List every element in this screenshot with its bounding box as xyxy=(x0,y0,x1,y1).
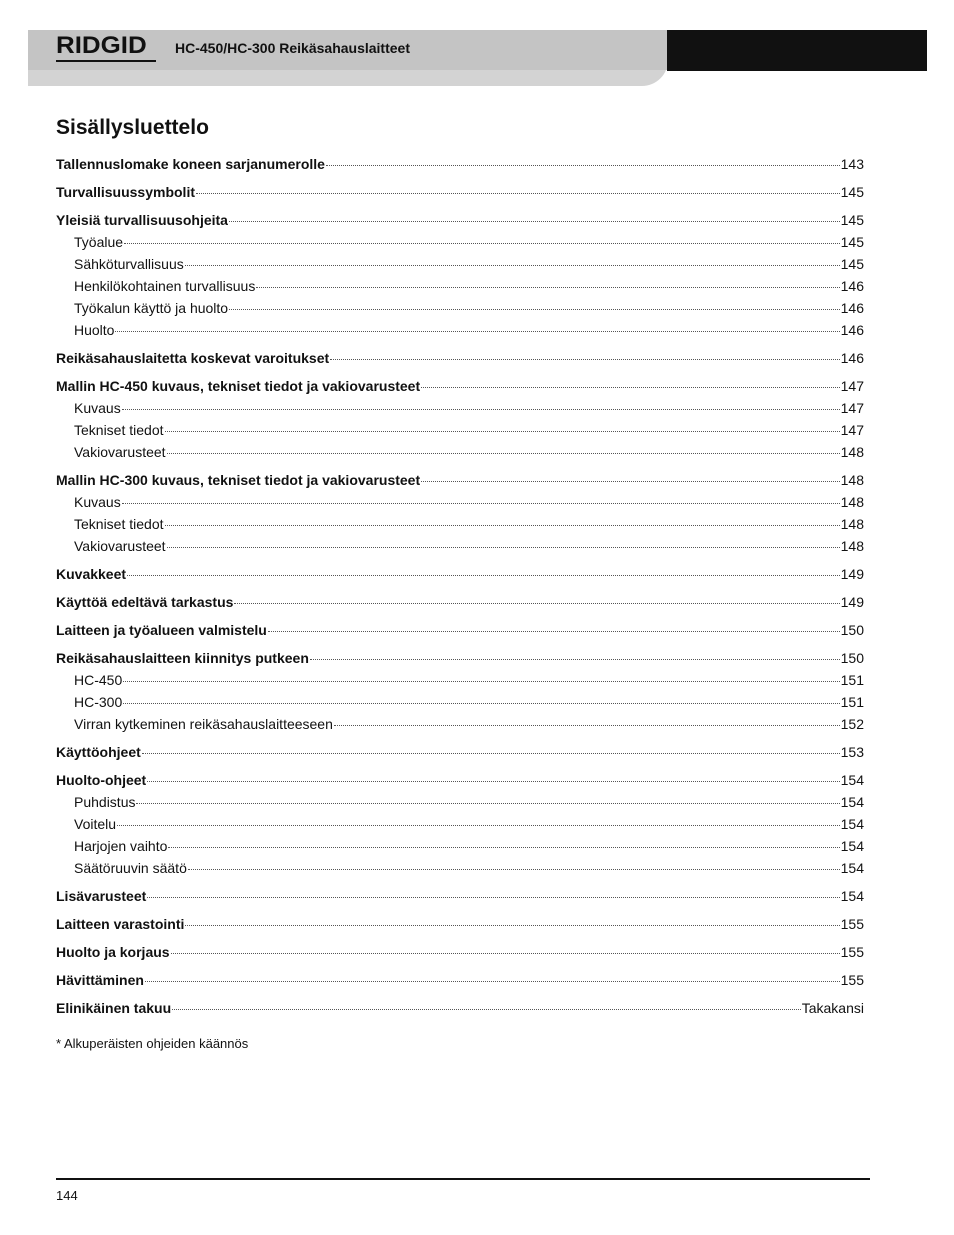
toc-leader-dots xyxy=(421,481,840,482)
page-number: 144 xyxy=(56,1188,78,1203)
toc-entry-page: 149 xyxy=(840,594,864,610)
toc-entry-label: Harjojen vaihto xyxy=(74,838,168,854)
toc-entry-page: 146 xyxy=(840,278,864,294)
toc-entry-page: 150 xyxy=(840,622,864,638)
toc-entry[interactable] xyxy=(56,913,864,935)
header-black-bar xyxy=(667,30,927,71)
footer-divider xyxy=(56,1178,870,1180)
toc-entry[interactable] xyxy=(56,419,864,441)
toc-entry-label: Mallin HC-300 kuvaus, tekniset tiedot ja vakiovarusteet xyxy=(56,472,421,488)
toc-entry-page: 147 xyxy=(840,378,864,394)
toc-leader-dots xyxy=(123,703,839,704)
toc-entry[interactable] xyxy=(56,741,864,763)
toc-leader-dots xyxy=(172,1009,801,1010)
toc-leader-dots xyxy=(421,387,840,388)
toc-entry-page: 154 xyxy=(840,888,864,904)
toc-entry[interactable] xyxy=(56,397,864,419)
toc-leader-dots xyxy=(229,221,840,222)
toc-leader-dots xyxy=(334,725,840,726)
toc-leader-dots xyxy=(127,575,840,576)
toc-entry[interactable] xyxy=(56,297,864,319)
toc-entry-page: 150 xyxy=(840,650,864,666)
toc-entry-page: 148 xyxy=(840,494,864,510)
toc-entry-label: Vakiovarusteet xyxy=(74,538,166,554)
toc-entry-page: 148 xyxy=(840,444,864,460)
toc-leader-dots xyxy=(122,503,840,504)
toc-entry[interactable] xyxy=(56,513,864,535)
table-of-contents xyxy=(56,153,864,1019)
toc-entry[interactable] xyxy=(56,491,864,513)
toc-entry[interactable] xyxy=(56,885,864,907)
toc-entry-page: 155 xyxy=(840,944,864,960)
toc-entry[interactable] xyxy=(56,319,864,341)
toc-leader-dots xyxy=(123,681,839,682)
toc-entry-label: Turvallisuussymbolit xyxy=(56,184,195,200)
logo-text: RIDGID xyxy=(56,32,147,59)
toc-entry-page: Takakansi xyxy=(801,1000,864,1016)
toc-leader-dots xyxy=(326,165,840,166)
toc-entry-label: Henkilökohtainen turvallisuus xyxy=(74,278,256,294)
toc-heading: Sisällysluettelo xyxy=(56,116,209,139)
toc-entry[interactable] xyxy=(56,669,864,691)
toc-leader-dots xyxy=(188,869,840,870)
toc-leader-dots xyxy=(165,525,840,526)
toc-entry-label: Reikäsahauslaitteen kiinnitys putkeen xyxy=(56,650,309,666)
toc-entry-page: 149 xyxy=(840,566,864,582)
toc-entry-page: 154 xyxy=(840,794,864,810)
toc-entry-label: HC-450 xyxy=(74,672,123,688)
toc-entry[interactable] xyxy=(56,375,864,397)
toc-entry-label: Työkalun käyttö ja huolto xyxy=(74,300,229,316)
toc-entry[interactable] xyxy=(56,835,864,857)
toc-entry-label: Voitelu xyxy=(74,816,117,832)
toc-entry[interactable] xyxy=(56,813,864,835)
toc-entry-label: Käyttöohjeet xyxy=(56,744,141,760)
toc-entry-label: HC-300 xyxy=(74,694,123,710)
toc-entry-label: Kuvaus xyxy=(74,400,121,416)
toc-entry-page: 146 xyxy=(840,300,864,316)
toc-entry-label: Yleisiä turvallisuusohjeita xyxy=(56,212,228,228)
toc-entry[interactable] xyxy=(56,253,864,275)
toc-entry-page: 146 xyxy=(840,350,864,366)
toc-entry-label: Laitteen varastointi xyxy=(56,916,185,932)
translation-note: * Alkuperäisten ohjeiden käännös xyxy=(56,1036,249,1051)
toc-entry[interactable] xyxy=(56,441,864,463)
toc-entry-label: Tallennuslomake koneen sarjanumerolle xyxy=(56,156,325,172)
toc-entry[interactable] xyxy=(56,969,864,991)
toc-entry[interactable] xyxy=(56,153,864,175)
toc-entry-label: Virran kytkeminen reikäsahauslaitteeseen xyxy=(74,716,333,732)
toc-entry-page: 151 xyxy=(840,672,864,688)
logo-underline xyxy=(56,60,156,62)
toc-entry[interactable] xyxy=(56,209,864,231)
toc-entry-page: 153 xyxy=(840,744,864,760)
toc-entry[interactable] xyxy=(56,563,864,585)
toc-entry-page: 143 xyxy=(840,156,864,172)
toc-entry[interactable] xyxy=(56,941,864,963)
toc-entry[interactable] xyxy=(56,769,864,791)
toc-entry-page: 154 xyxy=(840,772,864,788)
toc-leader-dots xyxy=(167,453,840,454)
toc-entry-label: Mallin HC-450 kuvaus, tekniset tiedot ja vakiovarusteet xyxy=(56,378,421,394)
toc-entry-label: Hävittäminen xyxy=(56,972,144,988)
toc-leader-dots xyxy=(145,981,840,982)
toc-entry-page: 147 xyxy=(840,422,864,438)
toc-entry-page: 145 xyxy=(840,212,864,228)
toc-entry-label: Huolto ja korjaus xyxy=(56,944,170,960)
toc-entry[interactable] xyxy=(56,997,864,1019)
toc-entry[interactable] xyxy=(56,347,864,369)
ridgid-logo xyxy=(56,33,156,65)
toc-entry[interactable] xyxy=(56,691,864,713)
toc-entry-label: Vakiovarusteet xyxy=(74,444,166,460)
toc-entry-label: Kuvaus xyxy=(74,494,121,510)
toc-entry[interactable] xyxy=(56,535,864,557)
toc-entry-label: Reikäsahauslaitetta koskevat varoitukset xyxy=(56,350,330,366)
toc-entry-label: Huolto xyxy=(74,322,115,338)
toc-entry-page: 152 xyxy=(840,716,864,732)
toc-entry-page: 147 xyxy=(840,400,864,416)
toc-entry-label: Tekniset tiedot xyxy=(74,422,164,438)
toc-entry[interactable] xyxy=(56,469,864,491)
toc-entry-page: 148 xyxy=(840,516,864,532)
toc-entry-label: Sähköturvallisuus xyxy=(74,256,184,272)
toc-leader-dots xyxy=(196,193,840,194)
toc-leader-dots xyxy=(124,243,840,244)
toc-leader-dots xyxy=(115,331,839,332)
toc-entry-label: Elinikäinen takuu xyxy=(56,1000,172,1016)
toc-entry[interactable] xyxy=(56,857,864,879)
toc-leader-dots xyxy=(167,547,840,548)
toc-entry-label: Laitteen ja työalueen valmistelu xyxy=(56,622,267,638)
toc-leader-dots xyxy=(165,431,840,432)
toc-leader-dots xyxy=(256,287,839,288)
toc-leader-dots xyxy=(229,309,840,310)
toc-leader-dots xyxy=(268,631,840,632)
toc-entry-page: 148 xyxy=(840,538,864,554)
toc-entry-page: 145 xyxy=(840,184,864,200)
toc-leader-dots xyxy=(136,803,839,804)
toc-entry-page: 148 xyxy=(840,472,864,488)
toc-entry-page: 145 xyxy=(840,234,864,250)
toc-entry-page: 145 xyxy=(840,256,864,272)
toc-entry-label: Säätöruuvin säätö xyxy=(74,860,187,876)
toc-entry[interactable] xyxy=(56,591,864,613)
toc-leader-dots xyxy=(117,825,840,826)
toc-entry-label: Käyttöä edeltävä tarkastus xyxy=(56,594,234,610)
toc-entry-label: Kuvakkeet xyxy=(56,566,127,582)
toc-leader-dots xyxy=(171,953,840,954)
header-title: HC-450/HC-300 Reikäsahauslaitteet xyxy=(175,40,410,56)
toc-entry-page: 154 xyxy=(840,816,864,832)
toc-entry[interactable] xyxy=(56,647,864,669)
toc-entry-label: Huolto-ohjeet xyxy=(56,772,147,788)
toc-entry-page: 154 xyxy=(840,838,864,854)
toc-leader-dots xyxy=(185,265,840,266)
toc-leader-dots xyxy=(147,897,839,898)
toc-entry-page: 155 xyxy=(840,916,864,932)
toc-leader-dots xyxy=(122,409,840,410)
toc-entry-page: 146 xyxy=(840,322,864,338)
toc-entry-label: Puhdistus xyxy=(74,794,136,810)
toc-entry-page: 154 xyxy=(840,860,864,876)
toc-entry-label: Työalue xyxy=(74,234,124,250)
toc-leader-dots xyxy=(142,753,840,754)
toc-leader-dots xyxy=(185,925,839,926)
toc-leader-dots xyxy=(330,359,840,360)
toc-entry[interactable] xyxy=(56,713,864,735)
toc-entry-page: 155 xyxy=(840,972,864,988)
toc-entry[interactable] xyxy=(56,275,864,297)
toc-entry[interactable] xyxy=(56,619,864,641)
toc-leader-dots xyxy=(168,847,839,848)
toc-entry-label: Tekniset tiedot xyxy=(74,516,164,532)
toc-entry[interactable] xyxy=(56,791,864,813)
toc-leader-dots xyxy=(147,781,839,782)
toc-leader-dots xyxy=(234,603,839,604)
toc-entry-label: Lisävarusteet xyxy=(56,888,147,904)
toc-entry[interactable] xyxy=(56,231,864,253)
toc-entry[interactable] xyxy=(56,181,864,203)
toc-leader-dots xyxy=(310,659,840,660)
toc-entry-page: 151 xyxy=(840,694,864,710)
